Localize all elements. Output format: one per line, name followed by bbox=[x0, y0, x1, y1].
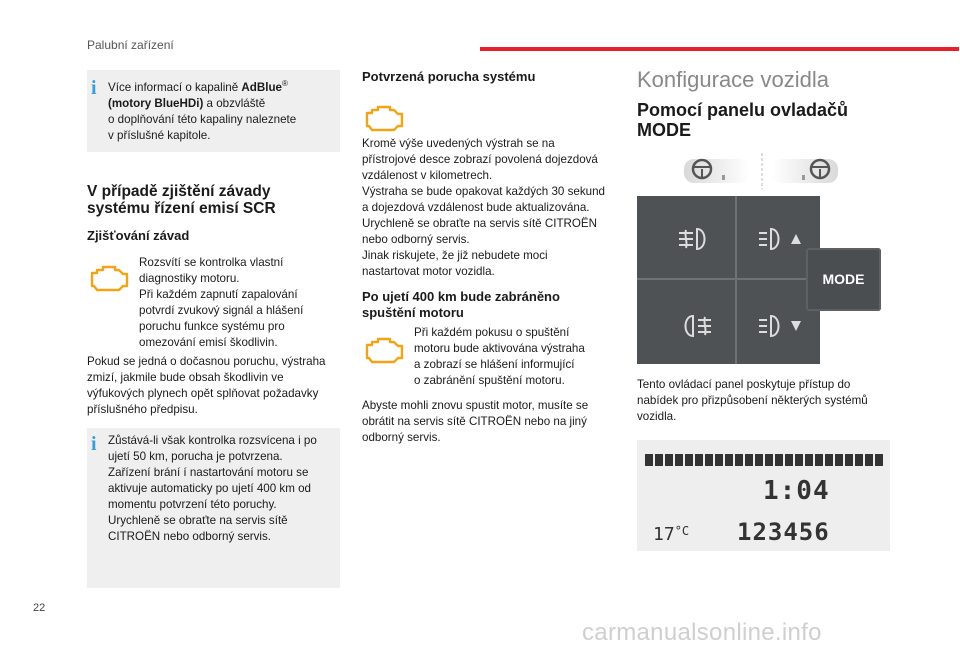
paragraph-temporary-fault: Pokud se jedná o dočasnou poruchu, výstraha zmizí, jakmile bude obsah škodlivin ve výfukových plynech opět splňovat požadavky příslušného předpisu. bbox=[87, 355, 326, 416]
section-title: Palubní zařízení bbox=[87, 38, 174, 52]
watermark: carmanualsonline.info bbox=[582, 619, 822, 646]
heading-400km: Po ujetí 400 km bude zabráněno spuštění motoru bbox=[362, 289, 560, 320]
subtitle-mode-panel: Pomocí panelu ovladačů MODE bbox=[637, 100, 849, 140]
paragraph-restart: Abyste mohli znovu spustit motor, musíte se obrátit na servis sítě CITROËN nebo na jiný odborný servis. bbox=[362, 399, 589, 444]
lcd-segment-bar bbox=[645, 454, 883, 466]
lcd-temperature: $17^{^\circ C}$ bbox=[653, 524, 690, 545]
lcd-display bbox=[637, 440, 890, 551]
info-icon: i bbox=[91, 433, 97, 455]
title-vehicle-config: Konfigurace vozidla bbox=[637, 67, 830, 92]
info-icon: i bbox=[91, 77, 97, 99]
info-text-adblue: Více informací o kapalině AdBlue® (motory BlueHDi) a obzvláště o doplňování této kapaliny naleznete v příslušné kapitole. bbox=[108, 79, 297, 142]
paragraph-mode-panel: Tento ovládací panel poskytuje přístup do nabídek pro přizpůsobení některých systémů vozidla. bbox=[637, 378, 868, 423]
heading-scr-fault: V případě zjištění závady systému řízení emisí SCR bbox=[87, 183, 276, 217]
info-text-confirmed: Zůstává-li však kontrolka rozsvícena i po ujetí 50 km, porucha je potvrzena. Zařízení brání í nastartování motoru se aktivuje automaticky po ujetí 400 km od momentu potvrzení této poruchy. Urychleně se obraťte na servis sítě CITROËN nebo odborný servis. bbox=[108, 434, 317, 543]
subheading-fault-detection: Zjišťování závad bbox=[87, 228, 190, 243]
rear-fog-light-icon bbox=[675, 226, 711, 252]
lcd-odometer: 123456 bbox=[737, 518, 830, 546]
header-accent-line bbox=[480, 47, 959, 51]
front-fog-light-icon bbox=[679, 313, 715, 339]
warning-text-col1: Rozsvítí se kontrolka vlastní diagnostiky motoru. Při každém zapnutí zapalování potvrdí zvukový signál a hlášení poruchu funkce systému pro omezování emisí škodlivin. bbox=[139, 256, 304, 349]
paragraph-confirmed-fault: Kromě výše uvedených výstrah se na přístrojové desce zobrazí povolená dojezdová vzdálenost v kilometrech. Výstraha se bude opakovat každých 30 sekund a dojezdová vzdálenost bude aktualizována. Urychleně se obraťte na servis sítě CITROËN nebo odborný servis. Jinak riskujete, že již nebudete moci nastartovat motor vozidla. bbox=[362, 137, 605, 278]
vehicle-hand-drive-illustration bbox=[684, 153, 854, 194]
engine-warning-icon bbox=[363, 336, 405, 366]
mode-button[interactable]: MODE bbox=[806, 248, 881, 311]
headlight-up-icon bbox=[757, 226, 807, 252]
headlight-down-icon bbox=[757, 313, 807, 339]
warning-text-col2: Při každém pokusu o spuštění motoru bude aktivována výstraha a zobrazí se hlášení informující o zabránění spuštění motoru. bbox=[414, 326, 585, 387]
heading-confirmed-fault: Potvrzená porucha systému bbox=[362, 69, 536, 84]
control-panel bbox=[637, 196, 820, 364]
engine-warning-icon bbox=[363, 104, 405, 134]
lcd-time: 1:04 bbox=[763, 476, 830, 506]
engine-warning-icon bbox=[88, 264, 130, 294]
page-number: 22 bbox=[33, 602, 46, 614]
